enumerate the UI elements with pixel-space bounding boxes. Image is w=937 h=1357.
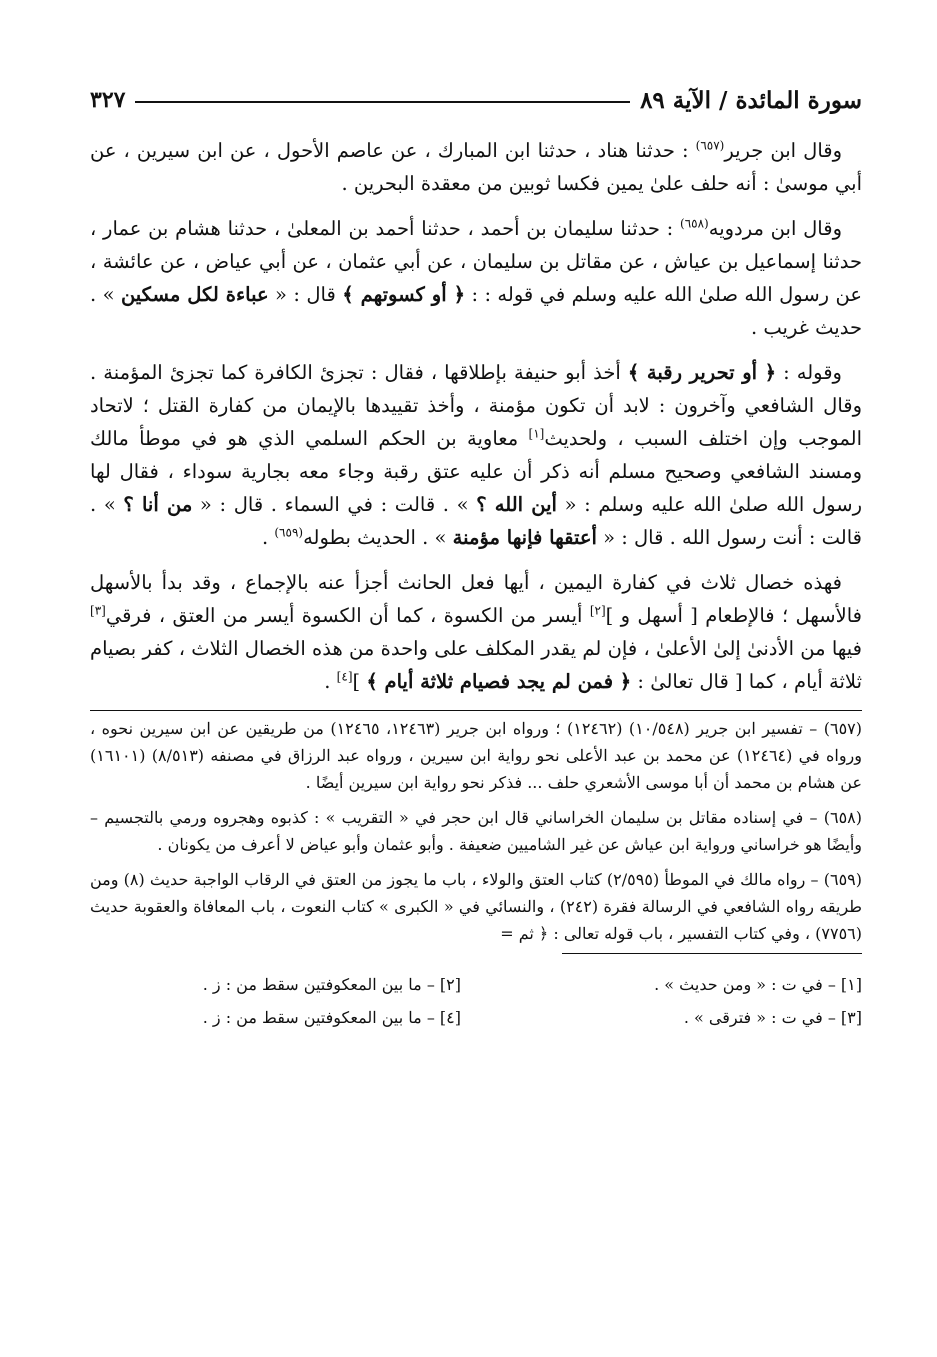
text-run: وقوله : [776, 361, 842, 384]
text-run: ] [352, 670, 367, 693]
paragraph-ibn-mardawayh [90, 212, 862, 344]
paragraph-three-options [90, 566, 862, 698]
hadith-quote: عباءة لكل مسكين [120, 283, 269, 306]
text-run: أخذ أبو حنيفة بإطلاقها ، فقال : تجزئ الكافرة كما تجزئ المؤمنة . وقال الشافعي وآخرون : لابد أن تكون مؤمنة ، وأخذ تقييدها بالإيمان من كفارة القتل ؛ لاتحاد الموجب وإن اختلف السبب ، ولحديث [90, 361, 862, 450]
quran-quote: ﴿ أو كسوتهم ﴾ [342, 283, 466, 306]
note-3: [٣] – في ت : « فترقى » . [683, 1008, 862, 1027]
text-run: . [324, 670, 337, 693]
footnote-659: (٦٥٩) – رواه مالك في الموطأ (٢/٥٩٥) كتاب العتق والولاء ، باب ما يجوز من العتق في الرقاب الواجبة حديث (٨) ومن طريقه رواه الشافعي في الرسالة فقرة (٢٤٢) ، والنسائي في « الكبرى » كتاب النعوت ، باب المعافاة والعقوبة حديث (٧٧٥٦) ، وفي كتاب التفسير ، باب قوله تعالى : ﴿ ثم = [90, 870, 862, 943]
text-run: وقال ابن مردويه [708, 217, 842, 240]
text-run: » . الحديث بطوله [303, 526, 453, 549]
note-ref: [٣] [90, 603, 106, 618]
surah-title: سورة المائدة / الآية ٨٩ [640, 86, 862, 114]
hadith-quote: من أنا ؟ [123, 493, 193, 516]
footnote-ref: (٦٥٩) [274, 525, 304, 540]
page-header [90, 70, 862, 130]
note-ref: [٢] [589, 603, 606, 618]
paragraph-tahrir-raqaba [90, 356, 862, 554]
quran-quote: ﴿ فمن لم يجد فصيام ثلاثة أيام ﴾ [366, 670, 632, 693]
note-2: [٢] – ما بين المعكوفتين سقط من : ز . [202, 975, 461, 994]
hadith-quote: أعتقها فإنها مؤمنة [452, 526, 597, 549]
text-run: معاوية بن الحكم السلمي الذي هو في موطأ مالك ومسند الشافعي وصحيح مسلم أنه ذكر أن عليه عتق رقبة وجاء معه بجارية سوداء ، فقال لها رسول الله صلىٰ الله عليه وسلم : « [90, 427, 862, 516]
quran-quote: ﴿ أو تحرير رقبة ﴾ [627, 361, 777, 384]
footnote-657: (٦٥٧) – تفسير ابن جرير (١٠/٥٤٨) (١٢٤٦٢) ؛ ورواه ابن جرير (١٢٤٦٣، ١٢٤٦٥) من طريقين عن ابن سيرين نحوه ، ورواه في (١٢٤٦٤) عن محمد بن عبد الأعلى نحو رواية ابن سيرين ، ورواه عبد الرزاق في مصنفه (٨/٥١٣) (١٦١٠١) عن هشام بن محمد أن أبا موسى الأشعري حلف ... فذكر نحو رواية ابن سيرين أيضًا . [90, 719, 863, 792]
text-run: قال : « [268, 283, 343, 306]
text-run: : حدثنا هناد ، حدثنا ابن المبارك ، عن عاصم الأحول ، عن ابن سيرين ، عن أبي موسىٰ : أنه حلف علىٰ يمين فكسا ثوبين من معقدة البحرين . [90, 139, 862, 195]
text-run: . [261, 526, 275, 549]
text-run: فهذه خصال ثلاث في كفارة اليمين ، أيها فعل الحانث أجزأ عنه بالإجماع ، وقد بدأ بالأسهل فالأسهل ؛ فالإطعام [ أسهل و ] [90, 571, 863, 627]
note-ref: [٤] [336, 669, 353, 684]
note-4: [٤] – ما بين المعكوفتين سقط من : ز . [202, 1008, 461, 1027]
footnote-658: (٦٥٨) – في إسناده مقاتل بن سليمان الخراساني قال ابن حجر في « التقريب » : كذبوه وهجروه ورمي بالتجسيم – وأيضًا هو خراساني ورواية ابن عياش عن غير الشاميين ضعيفة . وأبو عثمان وأبو عياض لا أعرف من يكونان . [90, 808, 862, 854]
text-run: » . حديث غريب . [90, 283, 862, 339]
hadith-quote: أين الله ؟ [476, 493, 557, 516]
header-rule [135, 101, 630, 103]
note-1: [١] – في ت : « ومن حديث » . [654, 975, 862, 994]
text-run: » . قالت : أنت رسول الله . قال : « [90, 493, 862, 549]
paragraph-ibn-jarir [90, 134, 862, 200]
page-number: ٣٢٧ [90, 87, 126, 113]
book-page [90, 70, 862, 1034]
text-run: أيسر من الكسوة ، كما أن الكسوة أيسر من العتق ، فرقي [105, 604, 590, 627]
footnote-ref: (٦٥٧) [695, 138, 725, 153]
footnote-ref: (٦٥٨) [680, 216, 709, 231]
variant-notes [90, 968, 862, 1034]
text-run: وقال ابن جرير [724, 139, 843, 162]
text-run: فيها من الأدنىٰ إلىٰ الأعلىٰ ، فإن لم يقدر المكلف على واحدة من هذه الخصال الثلاث ، كفر بصيام ثلاثة أيام ، كما [ قال تعالىٰ : [90, 637, 862, 693]
text-run: » . قالت : في السماء . قال : « [192, 493, 477, 516]
footnote-divider [90, 710, 862, 711]
notes-divider [562, 953, 862, 954]
text-run: : حدثنا سليمان بن أحمد ، حدثنا أحمد بن المعلىٰ ، حدثنا هشام بن عمار ، حدثنا إسماعيل بن عياش ، عن مقاتل بن سليمان ، عن أبي عثمان ، عن أبي عياض ، عن عائشة ، عن رسول الله صلىٰ الله عليه وسلم في قوله : : [90, 217, 862, 306]
note-ref: [١] [528, 426, 545, 441]
